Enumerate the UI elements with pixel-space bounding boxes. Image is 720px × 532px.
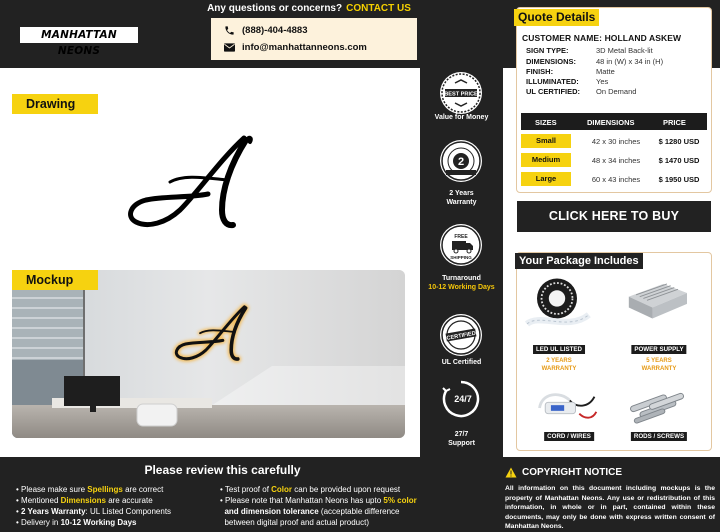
feature-support: 27/7 Support	[448, 431, 475, 447]
svg-text:FREE: FREE	[454, 234, 468, 240]
feature-turnaround: Turnaround 10-12 Working Days	[428, 275, 495, 291]
package-item-rods	[622, 378, 696, 444]
mail-icon	[224, 43, 235, 52]
review-title: Please review this carefully	[144, 463, 301, 477]
size-price: $ 1950 USD	[658, 175, 700, 184]
size-name: Large	[521, 172, 571, 186]
size-name: Small	[521, 134, 571, 148]
feature-ul-certified: UL Certified	[441, 359, 482, 366]
phone-icon	[224, 25, 235, 36]
review-item-dimensions: • Mentioned Dimensions are accurate	[16, 496, 153, 505]
svg-text:CERTIFIED: CERTIFIED	[446, 330, 477, 342]
size-name: Medium	[521, 153, 571, 167]
package-label: LED UL LISTED	[533, 345, 585, 354]
mockup-image	[12, 270, 405, 438]
warranty-badge-icon	[440, 140, 482, 182]
phone-row[interactable]	[224, 23, 308, 37]
support-24-7-icon	[440, 378, 482, 420]
customer-name: CUSTOMER NAME: HOLLAND ASKEW	[522, 33, 682, 43]
brand-logo[interactable]: MANHATTAN NEONS	[20, 27, 138, 43]
free-shipping-badge-icon	[440, 224, 482, 266]
size-dimensions: 60 x 43 inches	[591, 175, 641, 184]
drawing-label: Drawing	[12, 94, 98, 114]
review-item-warranty: • 2 Years Warranty: UL Listed Components	[16, 507, 172, 516]
package-sub-2: WARRANTY	[541, 366, 577, 372]
package-title: Your Package Includes	[515, 253, 643, 269]
package-sub-1: 2 YEARS	[546, 358, 572, 364]
size-row-small[interactable]	[521, 134, 707, 148]
header-dimensions: DIMENSIONS	[587, 118, 635, 127]
size-price: $ 1470 USD	[658, 156, 700, 165]
contact-us-link[interactable]: CONTACT US	[346, 3, 411, 14]
contact-box	[211, 18, 417, 60]
size-price: $ 1280 USD	[658, 137, 700, 146]
feature-warranty: 2 Years Warranty	[446, 190, 477, 206]
copyright-text: All information on this document including mockups is the property of Manhattan Neons. Any use or redistribution of this information, in whole or in part, contained within these documents, may only be done with express written consent of Manhattan Neons.	[505, 485, 715, 531]
led-strip-icon	[522, 273, 592, 333]
package-item-cord	[532, 378, 606, 444]
review-item-color-proof: • Test proof of Color can be provided upon request	[220, 485, 401, 494]
copyright-title: COPYRIGHT NOTICE	[505, 467, 622, 478]
package-label: RODS / SCREWS	[631, 432, 687, 441]
certified-badge-icon	[440, 314, 482, 356]
power-supply-icon	[622, 273, 692, 333]
email-row[interactable]	[224, 40, 367, 54]
size-row-large[interactable]	[521, 172, 707, 186]
package-item-power-supply	[622, 273, 696, 373]
warning-icon	[505, 467, 517, 478]
sign-drawing-letter	[110, 120, 270, 240]
size-row-medium[interactable]	[521, 153, 707, 167]
svg-text:SHIPPING: SHIPPING	[450, 255, 472, 260]
office-mockup-scene	[12, 270, 405, 438]
review-item-spellings: • Please make sure Spellings are correct	[16, 485, 164, 494]
package-label: POWER SUPPLY	[631, 345, 686, 354]
best-price-badge-icon	[440, 72, 482, 114]
sizes-table-header	[521, 113, 707, 130]
mockup-label: Mockup	[12, 270, 98, 290]
buy-button[interactable]: CLICK HERE TO BUY	[517, 201, 711, 232]
header-sizes: SIZES	[535, 118, 557, 127]
email-address: info@manhattanneons.com	[242, 41, 367, 53]
cord-wires-icon	[532, 378, 602, 438]
svg-text:24/7: 24/7	[454, 394, 472, 404]
rods-screws-icon	[622, 378, 692, 438]
header-price: PRICE	[663, 118, 686, 127]
question-text: Any questions or concerns?	[207, 3, 343, 14]
package-label: CORD / WIRES	[544, 432, 594, 441]
size-dimensions: 48 x 34 inches	[591, 156, 641, 165]
package-sub-2: WARRANTY	[641, 366, 677, 372]
review-item-tolerance: • Please note that Manhattan Neons has upto 5% color and dimension tolerance (acceptable difference between digital proof and actual product)	[220, 496, 417, 527]
review-item-delivery: • Delivery in 10-12 Working Days	[16, 518, 137, 527]
phone-number: (888)-404-4883	[242, 24, 308, 36]
feature-value-for-money: Value for Money	[434, 114, 489, 121]
svg-text:2: 2	[457, 156, 465, 168]
features-column	[420, 68, 503, 457]
svg-text:BEST PRICE: BEST PRICE	[444, 91, 478, 98]
size-dimensions: 42 x 30 inches	[591, 137, 641, 146]
package-sub-1: 5 YEARS	[646, 358, 672, 364]
package-item-led	[522, 273, 596, 373]
quote-details-title: Quote Details	[514, 9, 599, 26]
